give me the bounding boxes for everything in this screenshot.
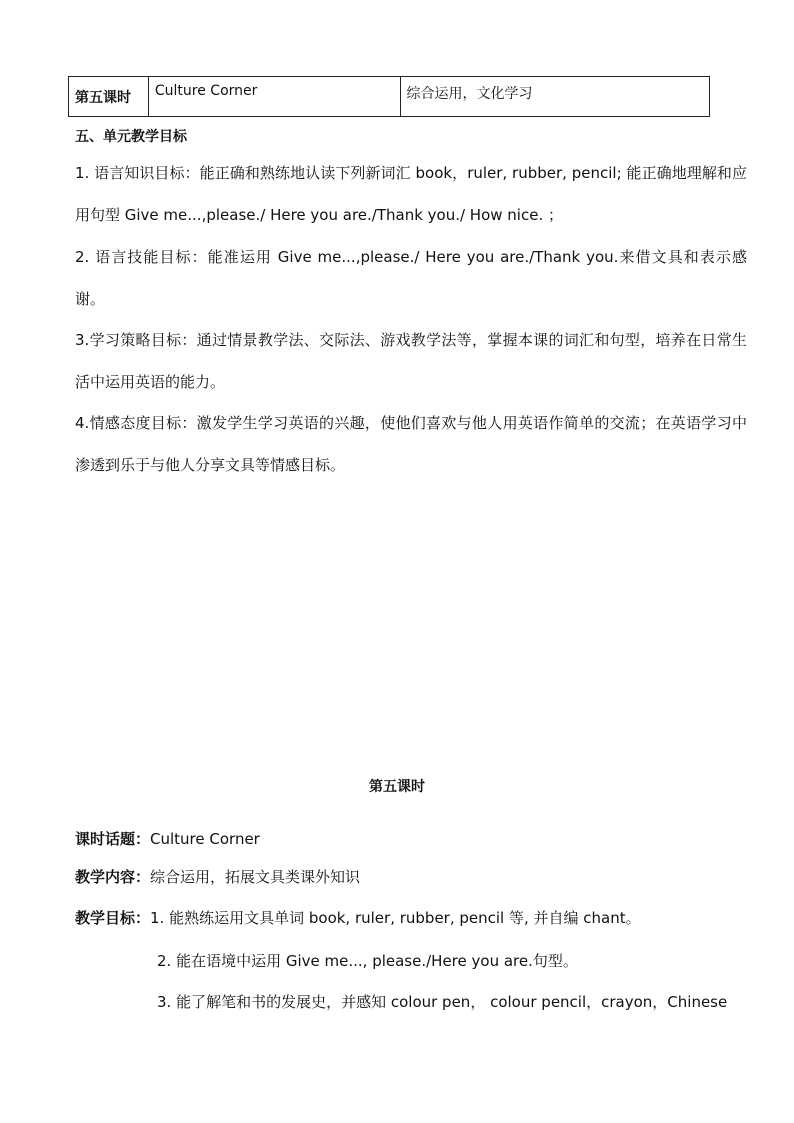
- topic-value: Culture Corner: [150, 830, 260, 848]
- table-cell-content: 综合运用，文化学习: [400, 77, 709, 117]
- objective-paragraph: 3.学习策略目标：通过情景教学法、交际法、游戏教学法等，掌握本课的词汇和句型，培养在日常生活中运用英语的能力。: [75, 331, 747, 391]
- lesson-table: [68, 76, 710, 117]
- goal-item: 3. 能了解笔和书的发展史，并感知 colour pen， colour pencil，crayon，Chinese: [157, 993, 728, 1011]
- goal-item: 2. 能在语境中运用 Give me..., please./Here you are.句型。: [157, 952, 578, 970]
- lesson-content: [75, 866, 360, 887]
- table-row: [69, 77, 710, 117]
- goals-label: 教学目标：: [75, 909, 151, 927]
- content-label: 教学内容：: [75, 868, 151, 886]
- objective-paragraph: 2. 语言技能目标：能准运用 Give me...,please./ Here you are./Thank you.来借文具和表示感谢。: [75, 248, 747, 308]
- table-cell-lesson: 第五课时: [69, 77, 149, 117]
- lesson-title: 第五课时: [369, 779, 425, 795]
- table-cell-topic: Culture Corner: [148, 77, 400, 117]
- objective-paragraph: 4.情感态度目标：激发学生学习英语的兴趣，使他们喜欢与他人用英语作简单的交流；在英语学习中渗透到乐于与他人分享文具等情感目标。: [75, 414, 747, 474]
- lesson-topic: [75, 828, 260, 849]
- lesson-goals: [75, 907, 641, 928]
- section-heading: 五、单元教学目标: [75, 129, 187, 145]
- content-value: 综合运用，拓展文具类课外知识: [150, 868, 361, 886]
- topic-label: 课时话题：: [75, 830, 151, 848]
- objective-paragraph: 1. 语言知识目标：能正确和熟练地认读下列新词汇 book，ruler, rubber, pencil; 能正确地理解和应用句型 Give me...,please./ Here you are./Thank you./ How nice. ；: [75, 164, 747, 224]
- goal-item: 1. 能熟练运用文具单词 book, ruler, rubber, pencil 等, 并自编 chant。: [150, 909, 641, 927]
